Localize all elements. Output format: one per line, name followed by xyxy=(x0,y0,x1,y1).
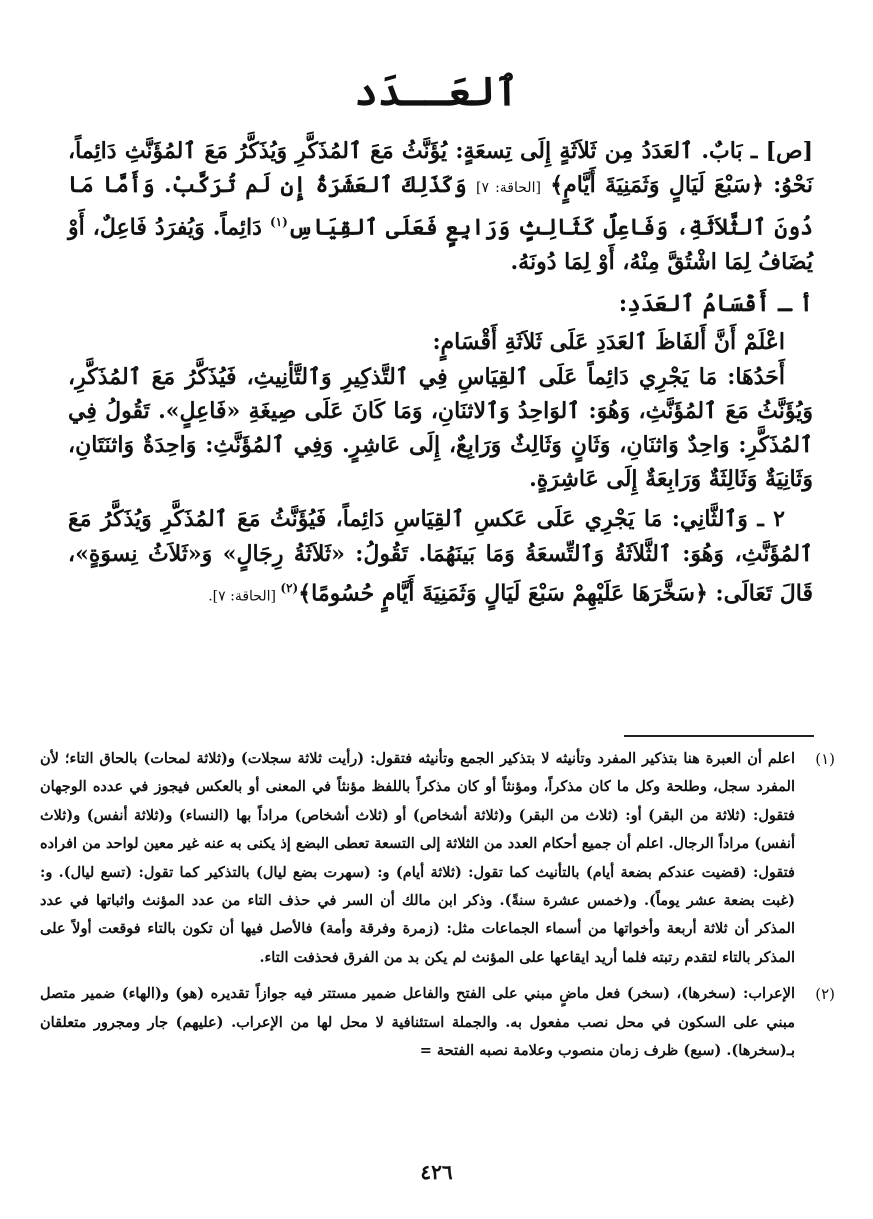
chapter-title: ٱلعَــدَد xyxy=(354,68,519,115)
paragraph-first-type: أَحَدُهَا: مَا يَجْرِي دَائِماً عَلَى ٱلقِيَاسِ فِي ٱلتَّذكِيرِ وَٱلتَّأنِيثِ، فَيُذَكَّرُ مَعَ ٱلمُذَكَّرِ، وَيُؤَنَّثُ مَعَ ٱلمُؤَنَّثِ، وَهُوَ: ٱلوَاحِدُ وَٱلاثنَانِ، وَمَا كَانَ عَلَى صِيغَةِ «فَاعِلٍ». تَقُولُ فِي ٱلمُذَكَّرِ: وَاحِدٌ وَاثنَانِ، وَثَانٍ وَثَالِثٌ وَرَابِعٌ، إِلَى عَاشِرٍ. وَفِي ٱلمُؤَنَّثِ: وَاحِدَةٌ وَاثنَتَانِ، وَثَانِيَةٌ وَثَالِثَةٌ وَرَابِعَةٌ إِلَى عَاشِرَةٍ. xyxy=(68,363,813,493)
footnote-text: الإعراب: (سخرها)، (سخر) فعل ماضٍ مبني على الفتح والفاعل ضمير مستتر فيه جوازاً تقديره (هو) و(الهاء) ضمير متصل مبني على السكون في محل نصب مفعول به. والجملة استئنافية لا محل لها من الإعراب. (عليهم) جار ومجرور متعلقان بـ(سخرها). (سبع) ظرف زمان منصوب وعلامة نصبه الفتحة = xyxy=(40,985,795,1060)
footnote-1 xyxy=(40,745,835,972)
rule-text-2: وَكَذَلِكَ ٱلعَشَرَةُ إِن لَم تُرَكَّبْ. وَأَمَّا مَا دُونَ ٱلثَّلاَثَةِ، وَفَاعِلٌ كَثَالِثٍ وَرَابِعٍ فَعَلَى ٱلقِيَاسِ xyxy=(68,172,813,241)
second-type-text: ٢ ـ وَٱلثَّانِي: مَا يَجْرِي عَلَى عَكسِ ٱلقِيَاسِ دَائِماً، فَيُؤَنَّثُ مَعَ ٱلمُذَكَّرِ وَيُذَكَّرُ مَعَ ٱلمُؤَنَّثِ، وَهُوَ: ٱلثَّلاَثَةُ وَٱلتِّسعَةُ وَمَا بَينَهُمَا. تَقُولُ: «ثَلاَثَةُ رِجَالٍ» وَ«ثَلاَثُ نِسوَةٍ»، قَالَ تَعَالَى: xyxy=(68,506,813,607)
rule-text-1: [ص] ـ بَابٌ. ٱلعَدَدُ مِن ثَلاَثَةٍ إِلَى تِسعَةٍ: يُؤَنَّثُ مَعَ ٱلمُذَكَّرِ وَيُذَكَّرُ مَعَ ٱلمُؤَنَّثِ دَائِماً، نَحْوُ: xyxy=(68,138,813,199)
paragraph-rule xyxy=(68,134,813,279)
quran-verse-1: ﴿سَبْعَ لَيَالٍ وَثَمَنِيَةَ أَيَّامٍ﴾ xyxy=(550,172,764,199)
footnote-number: (١) xyxy=(815,750,835,768)
verse-reference-2: [الحاقة: ٧]. xyxy=(208,588,281,605)
footnote-marker-1: (١) xyxy=(269,215,288,230)
main-text xyxy=(68,134,813,613)
footnotes-section xyxy=(40,745,835,1073)
footnote-2 xyxy=(40,980,835,1065)
footnote-divider xyxy=(624,735,814,737)
verse-reference-1: [الحاقة: ٧] xyxy=(475,180,541,197)
page-number: ٤٢٦ xyxy=(420,1160,453,1184)
footnote-text: اعلم أن العبرة هنا بتذكير المفرد وتأنيثه لا بتذكير الجمع وتأنيثه فتقول: (رأيت ثلاثة سجلات) و(ثلاثة لمحات) بالحاق التاء؛ لأن المفرد سجل، وطلحة وكل ما كان مذكراً، ومؤنثاً أو كان مذكراً باللفظ مؤنثاً في المعنى أو بالعكس فيجوز في عدده الوجهان فتقول: (ثلاثة من البقر) أو: (ثلاث من البقر) و(ثلاثة أشخاص) أو (ثلاث أشخاص) مراداً بها (النساء) و(ثلاثة أنفس) و(ثلاث أنفس) مراداً الرجال. اعلم أن جميع أحكام العدد من الثلاثة إلى التسعة تعطى البضع إذ يكنى به عنه غير معين لواحد من افراده فتقول: (قضيت عندكم بضعة أيام) بالتأنيث كما تقول: (ثلاثة أيام) و: (سهرت بضع ليال) بالتذكير كما تقول: (تسع ليال). و: (غبت بضعة عشر يوماً). و(خمس عشرة سنةً). وذكر ابن مالك أن السر في حذف التاء من عدد المؤنث واثباتها في عدد المذكر أن ثلاثة أربعة وأخواتها من أسماء الجماعات مثل: (زمرة وفرقة وأمة) فالأصل فيها أن تكون بالتاء فوقعت أولاً على المذكر بالتاء لتقدم رتبته فلما أريد ايقاعها على المؤنث لم يكن بد من الفرق فحذفت التاء. xyxy=(40,750,795,966)
section-heading: أ ـ أَقْسَامُ ٱلعَدَدِ: xyxy=(618,290,813,318)
paragraph-intro: اعْلَمْ أَنَّ أَلفَاظَ ٱلعَدَدِ عَلَى ثَلاَثَةِ أَقْسَامٍ: xyxy=(432,329,785,356)
footnote-marker-2: (٢) xyxy=(280,580,299,595)
rule-text-3: دَائِماً. وَيُفرَدُ فَاعِلٌ، أَوْ يُضَافُ لِمَا اشْتُقَّ مِنْهُ، أَوْ لِمَا دُونَهُ. xyxy=(68,214,813,275)
paragraph-second-type xyxy=(68,502,813,613)
footnote-number: (٢) xyxy=(815,985,835,1004)
quran-verse-2: ﴿سَخَّرَهَا عَلَيْهِمْ سَبْعَ لَيَالٍ وَثَمَنِيَةَ أَيَّامٍ حُسُومًا﴾ xyxy=(298,580,708,607)
